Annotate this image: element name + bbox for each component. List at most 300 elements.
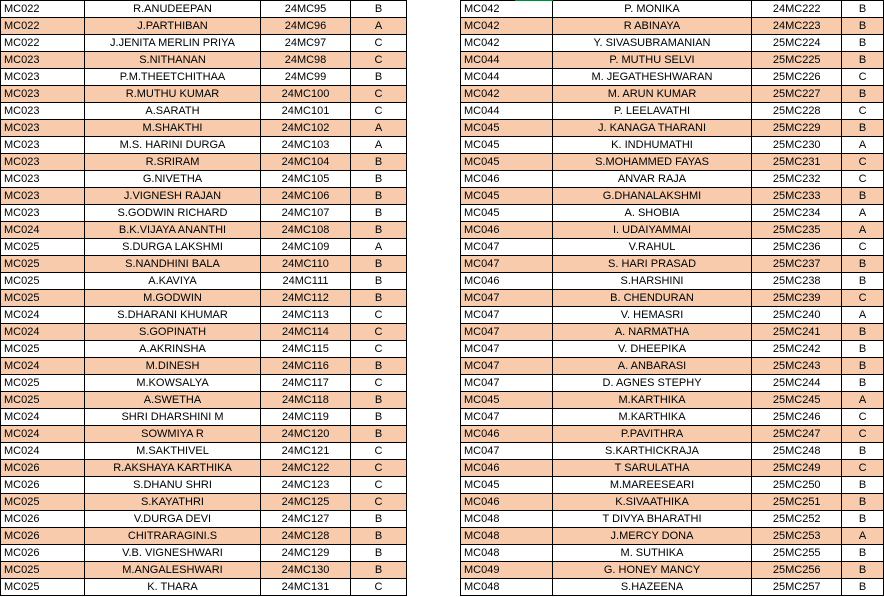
register-number-cell[interactable]: 24MC131 xyxy=(261,579,351,596)
register-number-cell[interactable]: 25MC239 xyxy=(752,290,842,307)
course-code-cell[interactable]: MC047 xyxy=(461,256,553,273)
course-code-cell[interactable]: MC024 xyxy=(1,307,85,324)
section-cell[interactable]: C xyxy=(842,154,884,171)
table-row xyxy=(1,409,407,426)
student-name-cell[interactable]: A. ANBARASI xyxy=(552,358,752,375)
register-number-cell[interactable]: 25MC228 xyxy=(752,103,842,120)
course-code-cell[interactable]: MC042 xyxy=(461,35,553,52)
student-name-cell[interactable]: S.GODWIN RICHARD xyxy=(85,205,261,222)
course-code-cell[interactable]: MC023 xyxy=(1,154,85,171)
table-row xyxy=(461,154,884,171)
student-name-cell[interactable]: J.MERCY DONA xyxy=(552,528,752,545)
register-number-cell[interactable]: 24MC102 xyxy=(261,120,351,137)
register-number-cell[interactable]: 24MC107 xyxy=(261,205,351,222)
active-cell-indicator xyxy=(515,0,553,1)
section-cell[interactable]: C xyxy=(351,35,407,52)
section-cell[interactable]: B xyxy=(351,562,407,579)
register-number-cell[interactable]: 25MC248 xyxy=(752,443,842,460)
register-number-cell[interactable]: 25MC253 xyxy=(752,528,842,545)
section-cell[interactable]: C xyxy=(842,69,884,86)
course-code-cell[interactable]: MC042 xyxy=(461,86,553,103)
student-name-cell[interactable]: S.MOHAMMED FAYAS xyxy=(552,154,752,171)
student-name-cell[interactable]: M.KARTHIKA xyxy=(552,392,752,409)
section-cell[interactable]: C xyxy=(351,477,407,494)
register-number-cell[interactable]: 24MC108 xyxy=(261,222,351,239)
student-name-cell[interactable]: D. AGNES STEPHY xyxy=(552,375,752,392)
course-code-cell[interactable]: MC026 xyxy=(1,460,85,477)
course-code-cell[interactable]: MC024 xyxy=(1,324,85,341)
student-name-cell[interactable]: S.HARSHINI xyxy=(552,273,752,290)
student-name-cell[interactable]: V.B. VIGNESHWARI xyxy=(85,545,261,562)
section-cell[interactable]: B xyxy=(842,375,884,392)
course-code-cell[interactable]: MC046 xyxy=(461,426,553,443)
course-code-cell[interactable]: MC023 xyxy=(1,69,85,86)
table-row xyxy=(1,545,407,562)
section-cell[interactable]: B xyxy=(842,324,884,341)
student-name-cell[interactable]: J.VIGNESH RAJAN xyxy=(85,188,261,205)
course-code-cell[interactable]: MC025 xyxy=(1,290,85,307)
register-number-cell[interactable]: 24MC223 xyxy=(752,18,842,35)
course-code-cell[interactable]: MC046 xyxy=(461,494,553,511)
course-code-cell[interactable]: MC024 xyxy=(1,426,85,443)
table-row xyxy=(1,460,407,477)
table-row xyxy=(461,222,884,239)
course-code-cell[interactable]: MC025 xyxy=(1,375,85,392)
student-name-cell[interactable]: J.JENITA MERLIN PRIYA xyxy=(85,35,261,52)
section-cell[interactable]: C xyxy=(351,341,407,358)
register-number-cell[interactable]: 24MC120 xyxy=(261,426,351,443)
section-cell[interactable]: B xyxy=(842,545,884,562)
table-row xyxy=(1,18,407,35)
table-row xyxy=(1,120,407,137)
course-code-cell[interactable]: MC025 xyxy=(1,273,85,290)
student-name-cell[interactable]: V. HEMASRI xyxy=(552,307,752,324)
register-number-cell[interactable]: 25MC242 xyxy=(752,341,842,358)
section-cell[interactable]: B xyxy=(842,35,884,52)
register-number-cell[interactable]: 24MC117 xyxy=(261,375,351,392)
course-code-cell[interactable]: MC024 xyxy=(1,358,85,375)
left-student-table xyxy=(0,0,407,596)
student-name-cell[interactable]: S.KAYATHRI xyxy=(85,494,261,511)
student-name-cell[interactable]: G.DHANALAKSHMI xyxy=(552,188,752,205)
student-name-cell[interactable]: A.AKRINSHA xyxy=(85,341,261,358)
register-number-cell[interactable]: 25MC246 xyxy=(752,409,842,426)
section-cell[interactable]: B xyxy=(842,341,884,358)
course-code-cell[interactable]: MC042 xyxy=(461,1,553,18)
course-code-cell[interactable]: MC047 xyxy=(461,290,553,307)
course-code-cell[interactable]: MC023 xyxy=(1,52,85,69)
section-cell[interactable]: B xyxy=(351,273,407,290)
student-name-cell[interactable]: A. NARMATHA xyxy=(552,324,752,341)
section-cell[interactable]: C xyxy=(351,52,407,69)
student-name-cell[interactable]: M.SHAKTHI xyxy=(85,120,261,137)
register-number-cell[interactable]: 24MC109 xyxy=(261,239,351,256)
register-number-cell[interactable]: 25MC231 xyxy=(752,154,842,171)
student-name-cell[interactable]: A. SHOBIA xyxy=(552,205,752,222)
section-cell[interactable]: B xyxy=(842,562,884,579)
section-cell[interactable]: B xyxy=(351,511,407,528)
section-cell[interactable]: B xyxy=(351,188,407,205)
section-cell[interactable]: B xyxy=(351,256,407,273)
register-number-cell[interactable]: 24MC101 xyxy=(261,103,351,120)
course-code-cell[interactable]: MC048 xyxy=(461,528,553,545)
student-name-cell[interactable]: G.NIVETHA xyxy=(85,171,261,188)
section-cell[interactable]: C xyxy=(351,324,407,341)
register-number-cell[interactable]: 24MC103 xyxy=(261,137,351,154)
course-code-cell[interactable]: MC023 xyxy=(1,86,85,103)
course-code-cell[interactable]: MC025 xyxy=(1,239,85,256)
course-code-cell[interactable]: MC044 xyxy=(461,103,553,120)
register-number-cell[interactable]: 24MC114 xyxy=(261,324,351,341)
student-name-cell[interactable]: V.DURGA DEVI xyxy=(85,511,261,528)
section-cell[interactable]: B xyxy=(842,86,884,103)
section-cell[interactable]: B xyxy=(842,120,884,137)
section-cell[interactable]: C xyxy=(842,290,884,307)
table-row xyxy=(1,1,407,18)
course-code-cell[interactable]: MC022 xyxy=(1,1,85,18)
section-cell[interactable]: B xyxy=(351,528,407,545)
register-number-cell[interactable]: 24MC97 xyxy=(261,35,351,52)
section-cell[interactable]: C xyxy=(351,307,407,324)
register-number-cell[interactable]: 24MC127 xyxy=(261,511,351,528)
student-name-cell[interactable]: K.SIVAATHIKA xyxy=(552,494,752,511)
register-number-cell[interactable]: 25MC250 xyxy=(752,477,842,494)
register-number-cell[interactable]: 24MC130 xyxy=(261,562,351,579)
section-cell[interactable]: C xyxy=(842,426,884,443)
table-row xyxy=(1,222,407,239)
register-number-cell[interactable]: 25MC240 xyxy=(752,307,842,324)
register-number-cell[interactable]: 25MC229 xyxy=(752,120,842,137)
register-number-cell[interactable]: 24MC111 xyxy=(261,273,351,290)
register-number-cell[interactable]: 24MC125 xyxy=(261,494,351,511)
section-cell[interactable]: C xyxy=(351,86,407,103)
section-cell[interactable]: A xyxy=(351,18,407,35)
table-row xyxy=(461,409,884,426)
student-name-cell[interactable]: V. DHEEPIKA xyxy=(552,341,752,358)
section-cell[interactable]: A xyxy=(842,307,884,324)
section-cell[interactable]: B xyxy=(842,443,884,460)
student-name-cell[interactable]: S.KARTHICKRAJA xyxy=(552,443,752,460)
course-code-cell[interactable]: MC025 xyxy=(1,392,85,409)
section-cell[interactable]: B xyxy=(351,392,407,409)
course-code-cell[interactable]: MC046 xyxy=(461,460,553,477)
section-cell[interactable]: C xyxy=(351,460,407,477)
course-code-cell[interactable]: MC045 xyxy=(461,120,553,137)
table-row xyxy=(1,188,407,205)
section-cell[interactable]: A xyxy=(842,222,884,239)
section-cell[interactable]: C xyxy=(351,103,407,120)
register-number-cell[interactable]: 24MC105 xyxy=(261,171,351,188)
student-name-cell[interactable]: CHITRARAGINI.S xyxy=(85,528,261,545)
course-code-cell[interactable]: MC048 xyxy=(461,545,553,562)
section-cell[interactable]: B xyxy=(351,426,407,443)
course-code-cell[interactable]: MC047 xyxy=(461,307,553,324)
register-number-cell[interactable]: 24MC96 xyxy=(261,18,351,35)
student-name-cell[interactable]: S.GOPINATH xyxy=(85,324,261,341)
student-name-cell[interactable]: R.AKSHAYA KARTHIKA xyxy=(85,460,261,477)
register-number-cell[interactable]: 25MC251 xyxy=(752,494,842,511)
student-name-cell[interactable]: S.HAZEENA xyxy=(552,579,752,596)
student-name-cell[interactable]: R.MUTHU KUMAR xyxy=(85,86,261,103)
section-cell[interactable]: B xyxy=(842,52,884,69)
course-code-cell[interactable]: MC025 xyxy=(1,494,85,511)
table-row xyxy=(1,307,407,324)
student-name-cell[interactable]: A.KAVIYA xyxy=(85,273,261,290)
register-number-cell[interactable]: 25MC244 xyxy=(752,375,842,392)
register-number-cell[interactable]: 25MC234 xyxy=(752,205,842,222)
student-name-cell[interactable]: S.NITHANAN xyxy=(85,52,261,69)
course-code-cell[interactable]: MC025 xyxy=(1,562,85,579)
student-name-cell[interactable]: V.RAHUL xyxy=(552,239,752,256)
register-number-cell[interactable]: 24MC115 xyxy=(261,341,351,358)
section-cell[interactable]: C xyxy=(842,409,884,426)
section-cell[interactable]: C xyxy=(842,460,884,477)
section-cell[interactable]: B xyxy=(351,358,407,375)
student-name-cell[interactable]: M.KOWSALYA xyxy=(85,375,261,392)
course-code-cell[interactable]: MC024 xyxy=(1,222,85,239)
course-code-cell[interactable]: MC023 xyxy=(1,188,85,205)
section-cell[interactable]: C xyxy=(351,579,407,596)
course-code-cell[interactable]: MC046 xyxy=(461,222,553,239)
section-cell[interactable]: B xyxy=(842,477,884,494)
section-cell[interactable]: B xyxy=(842,494,884,511)
student-name-cell[interactable]: T SARULATHA xyxy=(552,460,752,477)
student-name-cell[interactable]: P. LEELAVATHI xyxy=(552,103,752,120)
student-name-cell[interactable]: Y. SIVASUBRAMANIAN xyxy=(552,35,752,52)
register-number-cell[interactable]: 24MC100 xyxy=(261,86,351,103)
course-code-cell[interactable]: MC024 xyxy=(1,409,85,426)
section-cell[interactable]: A xyxy=(842,205,884,222)
register-number-cell[interactable]: 25MC247 xyxy=(752,426,842,443)
section-cell[interactable]: C xyxy=(351,494,407,511)
register-number-cell[interactable]: 25MC238 xyxy=(752,273,842,290)
course-code-cell[interactable]: MC024 xyxy=(1,443,85,460)
course-code-cell[interactable]: MC047 xyxy=(461,443,553,460)
register-number-cell[interactable]: 25MC226 xyxy=(752,69,842,86)
course-code-cell[interactable]: MC026 xyxy=(1,511,85,528)
course-code-cell[interactable]: MC045 xyxy=(461,205,553,222)
student-name-cell[interactable]: M.MAREESEARI xyxy=(552,477,752,494)
course-code-cell[interactable]: MC045 xyxy=(461,477,553,494)
course-code-cell[interactable]: MC047 xyxy=(461,358,553,375)
section-cell[interactable]: B xyxy=(842,188,884,205)
register-number-cell[interactable]: 24MC128 xyxy=(261,528,351,545)
student-name-cell[interactable]: I. UDAIYAMMAI xyxy=(552,222,752,239)
section-cell[interactable]: A xyxy=(351,120,407,137)
register-number-cell[interactable]: 24MC99 xyxy=(261,69,351,86)
register-number-cell[interactable]: 25MC233 xyxy=(752,188,842,205)
student-name-cell[interactable]: J.PARTHIBAN xyxy=(85,18,261,35)
register-number-cell[interactable]: 24MC106 xyxy=(261,188,351,205)
section-cell[interactable]: A xyxy=(351,137,407,154)
student-name-cell[interactable]: S.DURGA LAKSHMI xyxy=(85,239,261,256)
course-code-cell[interactable]: MC046 xyxy=(461,273,553,290)
register-number-cell[interactable]: 25MC224 xyxy=(752,35,842,52)
section-cell[interactable]: C xyxy=(351,375,407,392)
course-code-cell[interactable]: MC048 xyxy=(461,579,553,596)
course-code-cell[interactable]: MC026 xyxy=(1,477,85,494)
student-name-cell[interactable]: G. HONEY MANCY xyxy=(552,562,752,579)
section-cell[interactable]: B xyxy=(351,409,407,426)
student-name-cell[interactable]: M. JEGATHESHWARAN xyxy=(552,69,752,86)
register-number-cell[interactable]: 24MC123 xyxy=(261,477,351,494)
course-code-cell[interactable]: MC048 xyxy=(461,511,553,528)
register-number-cell[interactable]: 25MC232 xyxy=(752,171,842,188)
register-number-cell[interactable]: 24MC116 xyxy=(261,358,351,375)
course-code-cell[interactable]: MC022 xyxy=(1,18,85,35)
course-code-cell[interactable]: MC049 xyxy=(461,562,553,579)
student-name-cell[interactable]: R.SRIRAM xyxy=(85,154,261,171)
student-name-cell[interactable]: P. MONIKA xyxy=(552,1,752,18)
student-name-cell[interactable]: M.S. HARINI DURGA xyxy=(85,137,261,154)
register-number-cell[interactable]: 25MC237 xyxy=(752,256,842,273)
section-cell[interactable]: A xyxy=(842,528,884,545)
course-code-cell[interactable]: MC025 xyxy=(1,341,85,358)
table-row xyxy=(1,35,407,52)
student-name-cell[interactable]: ANVAR RAJA xyxy=(552,171,752,188)
course-code-cell[interactable]: MC044 xyxy=(461,52,553,69)
section-cell[interactable]: C xyxy=(842,239,884,256)
section-cell[interactable]: B xyxy=(351,205,407,222)
student-name-cell[interactable]: K. INDHUMATHI xyxy=(552,137,752,154)
student-name-cell[interactable]: R.ANUDEEPAN xyxy=(85,1,261,18)
section-cell[interactable]: B xyxy=(842,273,884,290)
section-cell[interactable]: B xyxy=(842,511,884,528)
section-cell[interactable]: B xyxy=(842,18,884,35)
course-code-cell[interactable]: MC045 xyxy=(461,188,553,205)
student-name-cell[interactable]: P.M.THEETCHITHAA xyxy=(85,69,261,86)
section-cell[interactable]: C xyxy=(351,443,407,460)
register-number-cell[interactable]: 25MC230 xyxy=(752,137,842,154)
section-cell[interactable]: B xyxy=(351,69,407,86)
course-code-cell[interactable]: MC047 xyxy=(461,239,553,256)
student-name-cell[interactable]: A.SARATH xyxy=(85,103,261,120)
course-code-cell[interactable]: MC026 xyxy=(1,545,85,562)
register-number-cell[interactable]: 25MC257 xyxy=(752,579,842,596)
course-code-cell[interactable]: MC047 xyxy=(461,375,553,392)
section-cell[interactable]: A xyxy=(351,239,407,256)
section-cell[interactable]: A xyxy=(842,392,884,409)
register-number-cell[interactable]: 25MC255 xyxy=(752,545,842,562)
section-cell[interactable]: B xyxy=(351,290,407,307)
student-name-cell[interactable]: M.DINESH xyxy=(85,358,261,375)
course-code-cell[interactable]: MC025 xyxy=(1,579,85,596)
course-code-cell[interactable]: MC047 xyxy=(461,341,553,358)
register-number-cell[interactable]: 24MC113 xyxy=(261,307,351,324)
course-code-cell[interactable]: MC023 xyxy=(1,103,85,120)
section-cell[interactable]: B xyxy=(351,1,407,18)
course-code-cell[interactable]: MC045 xyxy=(461,392,553,409)
section-cell[interactable]: B xyxy=(842,1,884,18)
register-number-cell[interactable]: 24MC222 xyxy=(752,1,842,18)
section-cell[interactable]: B xyxy=(351,222,407,239)
student-name-cell[interactable]: S.NANDHINI BALA xyxy=(85,256,261,273)
course-code-cell[interactable]: MC045 xyxy=(461,137,553,154)
student-name-cell[interactable]: K. THARA xyxy=(85,579,261,596)
student-name-cell[interactable]: T DIVYA BHARATHI xyxy=(552,511,752,528)
course-code-cell[interactable]: MC025 xyxy=(1,256,85,273)
section-cell[interactable]: B xyxy=(842,256,884,273)
student-name-cell[interactable]: M.GODWIN xyxy=(85,290,261,307)
student-name-cell[interactable]: M. SUTHIKA xyxy=(552,545,752,562)
register-number-cell[interactable]: 24MC95 xyxy=(261,1,351,18)
student-name-cell[interactable]: J. KANAGA THARANI xyxy=(552,120,752,137)
course-code-cell[interactable]: MC023 xyxy=(1,171,85,188)
student-name-cell[interactable]: B.K.VIJAYA ANANTHI xyxy=(85,222,261,239)
student-name-cell[interactable]: S. HARI PRASAD xyxy=(552,256,752,273)
course-code-cell[interactable]: MC046 xyxy=(461,171,553,188)
course-code-cell[interactable]: MC047 xyxy=(461,409,553,426)
table-row xyxy=(1,528,407,545)
register-number-cell[interactable]: 25MC235 xyxy=(752,222,842,239)
register-number-cell[interactable]: 25MC252 xyxy=(752,511,842,528)
student-name-cell[interactable]: M.ANGALESHWARI xyxy=(85,562,261,579)
table-row xyxy=(461,273,884,290)
section-cell[interactable]: B xyxy=(351,154,407,171)
register-number-cell[interactable]: 25MC245 xyxy=(752,392,842,409)
course-code-cell[interactable]: MC023 xyxy=(1,205,85,222)
student-name-cell[interactable]: S.DHANU SHRI xyxy=(85,477,261,494)
register-number-cell[interactable]: 25MC243 xyxy=(752,358,842,375)
table-row xyxy=(461,341,884,358)
register-number-cell[interactable]: 25MC241 xyxy=(752,324,842,341)
section-cell[interactable]: B xyxy=(842,358,884,375)
section-cell[interactable]: B xyxy=(842,579,884,596)
register-number-cell[interactable]: 25MC236 xyxy=(752,239,842,256)
register-number-cell[interactable]: 24MC110 xyxy=(261,256,351,273)
register-number-cell[interactable]: 24MC104 xyxy=(261,154,351,171)
student-name-cell[interactable]: M.KARTHIKA xyxy=(552,409,752,426)
section-cell[interactable]: B xyxy=(351,545,407,562)
course-code-cell[interactable]: MC023 xyxy=(1,137,85,154)
student-name-cell[interactable]: M.SAKTHIVEL xyxy=(85,443,261,460)
student-name-cell[interactable]: P.PAVITHRA xyxy=(552,426,752,443)
section-cell[interactable]: C xyxy=(842,171,884,188)
section-cell[interactable]: C xyxy=(842,103,884,120)
table-row xyxy=(1,52,407,69)
student-name-cell[interactable]: A.SWETHA xyxy=(85,392,261,409)
register-number-cell[interactable]: 24MC98 xyxy=(261,52,351,69)
register-number-cell[interactable]: 24MC122 xyxy=(261,460,351,477)
register-number-cell[interactable]: 25MC249 xyxy=(752,460,842,477)
register-number-cell[interactable]: 24MC119 xyxy=(261,409,351,426)
course-code-cell[interactable]: MC022 xyxy=(1,35,85,52)
student-name-cell[interactable]: SOWMIYA R xyxy=(85,426,261,443)
student-name-cell[interactable]: R ABINAYA xyxy=(552,18,752,35)
register-number-cell[interactable]: 24MC118 xyxy=(261,392,351,409)
course-code-cell[interactable]: MC023 xyxy=(1,120,85,137)
student-name-cell[interactable]: SHRI DHARSHINI M xyxy=(85,409,261,426)
register-number-cell[interactable]: 24MC129 xyxy=(261,545,351,562)
student-name-cell[interactable]: B. CHENDURAN xyxy=(552,290,752,307)
course-code-cell[interactable]: MC045 xyxy=(461,154,553,171)
student-name-cell[interactable]: S.DHARANI KHUMAR xyxy=(85,307,261,324)
course-code-cell[interactable]: MC047 xyxy=(461,324,553,341)
student-name-cell[interactable]: M. ARUN KUMAR xyxy=(552,86,752,103)
register-number-cell[interactable]: 25MC227 xyxy=(752,86,842,103)
section-cell[interactable]: B xyxy=(351,171,407,188)
course-code-cell[interactable]: MC044 xyxy=(461,69,553,86)
course-code-cell[interactable]: MC026 xyxy=(1,528,85,545)
table-row xyxy=(1,290,407,307)
course-code-cell[interactable]: MC042 xyxy=(461,18,553,35)
register-number-cell[interactable]: 25MC225 xyxy=(752,52,842,69)
register-number-cell[interactable]: 24MC112 xyxy=(261,290,351,307)
section-cell[interactable]: A xyxy=(842,137,884,154)
register-number-cell[interactable]: 25MC256 xyxy=(752,562,842,579)
register-number-cell[interactable]: 24MC121 xyxy=(261,443,351,460)
student-name-cell[interactable]: P. MUTHU SELVI xyxy=(552,52,752,69)
